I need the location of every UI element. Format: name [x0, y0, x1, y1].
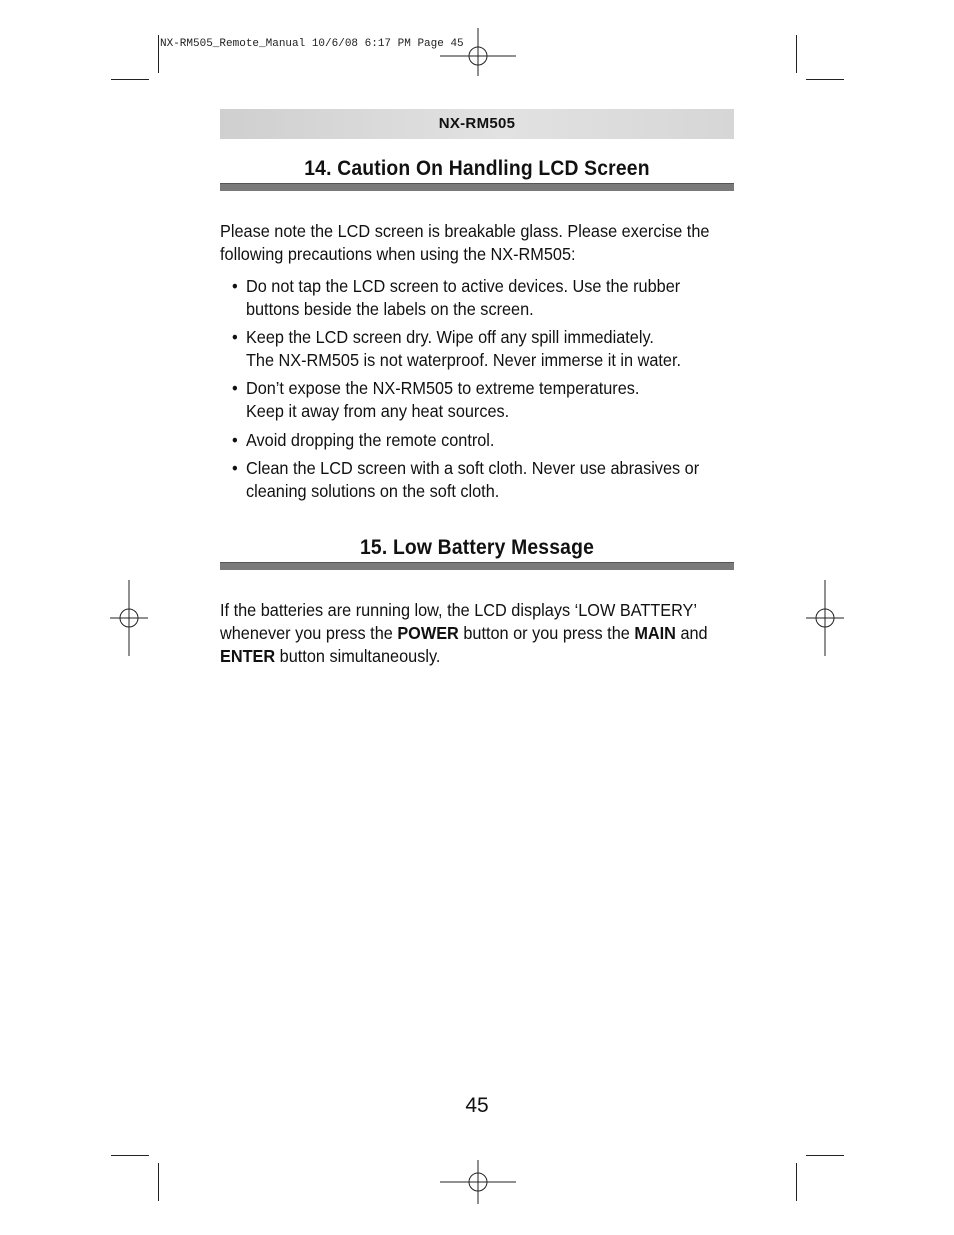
header-band: [220, 109, 734, 139]
bullet-icon: •: [232, 276, 238, 296]
crop-mark: [111, 1155, 149, 1156]
registration-mark-icon: [110, 580, 148, 656]
bullet-icon: •: [232, 378, 238, 398]
page-number: 45: [465, 1094, 489, 1117]
model-label: NX-RM505: [438, 115, 516, 132]
bullet-icon: •: [232, 430, 238, 450]
crop-mark: [796, 1163, 797, 1201]
list-item: • Don’t expose the NX-RM505 to extreme temperatures. Keep it away from any heat sources.: [232, 378, 640, 421]
crop-mark: [796, 35, 797, 73]
section-14-title: 14. Caution On Handling LCD Screen: [304, 157, 650, 180]
crop-mark: [806, 79, 844, 80]
crop-mark: [158, 35, 159, 73]
main-key-label: MAIN: [634, 623, 676, 643]
section-14-intro: Please note the LCD screen is breakable glass. Please exercise the following precautions when using the NX-RM505:: [220, 221, 710, 264]
crop-mark: [806, 1155, 844, 1156]
bullet-icon: •: [232, 458, 238, 478]
list-item: • Clean the LCD screen with a soft cloth. Never use abrasives or cleaning solutions on the soft cloth.: [232, 458, 700, 501]
crop-mark: [111, 79, 149, 80]
registration-mark-icon: [806, 580, 844, 656]
section-15-rule: [220, 562, 734, 570]
enter-key-label: ENTER: [220, 646, 276, 666]
registration-mark-icon: [440, 1160, 516, 1204]
section-14-rule: [220, 183, 734, 191]
section-15-title: 15. Low Battery Message: [359, 536, 595, 559]
section-15-body: If the batteries are running low, the LCD displays ‘LOW BATTERY’ whenever you press the POWER button or you press the MAIN and ENTER button simultaneously.: [220, 600, 708, 666]
crop-mark: [158, 1163, 159, 1201]
registration-mark-icon: [440, 28, 516, 76]
list-item: • Do not tap the LCD screen to active devices. Use the rubber buttons beside the labels on the screen.: [232, 276, 681, 319]
list-item: • Keep the LCD screen dry. Wipe off any spill immediately. The NX-RM505 is not waterproof. Never immerse it in water.: [232, 327, 682, 370]
power-key-label: POWER: [397, 623, 459, 643]
bullet-icon: •: [232, 327, 238, 347]
list-item: • Avoid dropping the remote control.: [232, 430, 495, 450]
print-slug: NX-RM505_Remote_Manual 10/6/08 6:17 PM Page 45: [160, 38, 464, 50]
